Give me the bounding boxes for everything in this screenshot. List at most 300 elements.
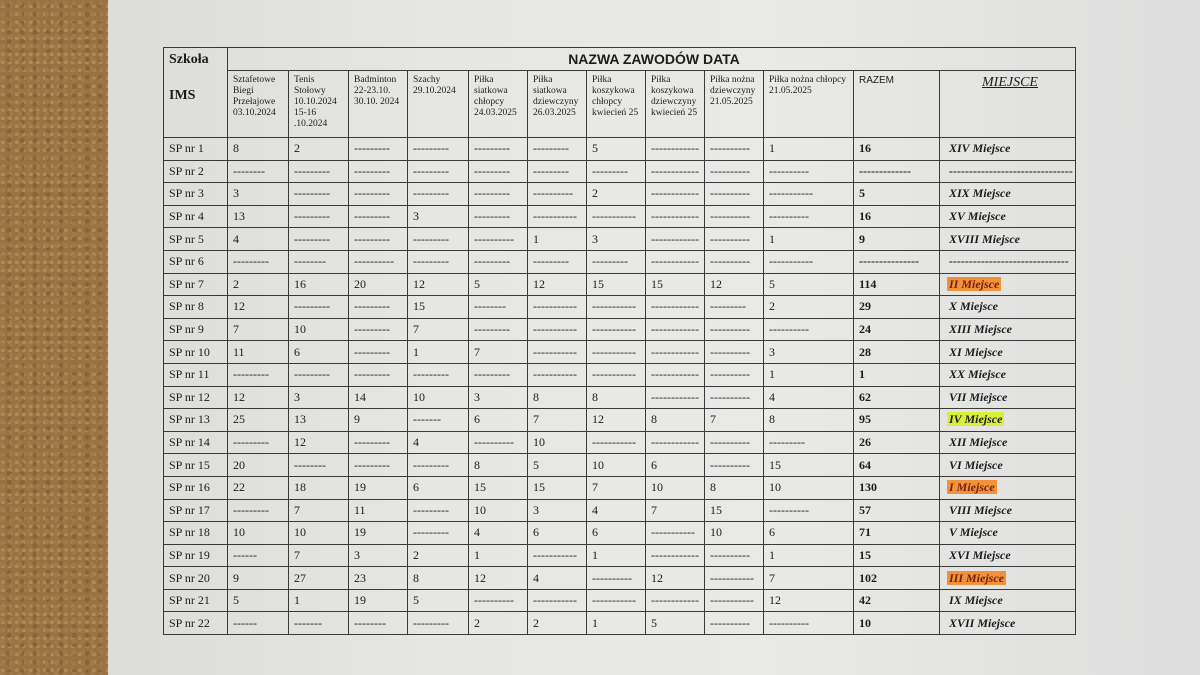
total-cell: 10 [854,612,940,635]
score-cell: --------- [469,363,528,386]
place-column-header: MIEJSCE [940,71,1076,138]
score-cell: ---------- [705,386,764,409]
score-cell: 1 [764,138,854,161]
column-header: Badminton 22-23.10. 30.10. 2024 [349,71,408,138]
score-cell: ---------- [705,341,764,364]
place-cell [940,522,1076,545]
score-cell: 7 [646,499,705,522]
score-cell: 2 [528,612,587,635]
score-cell: ---------- [705,363,764,386]
score-cell: ----------- [705,589,764,612]
score-cell: 25 [228,409,289,432]
score-cell: --------- [349,341,408,364]
score-cell: 8 [646,409,705,432]
score-cell: 2 [289,138,349,161]
table-row [164,273,1076,296]
score-cell: 8 [528,386,587,409]
score-cell: ----------- [587,363,646,386]
score-cell: --------- [408,612,469,635]
score-cell: ------ [228,612,289,635]
score-cell: --------- [289,363,349,386]
place-label: XII Miejsce [949,435,1008,450]
score-cell: 7 [289,499,349,522]
score-cell: 12 [289,431,349,454]
score-cell: ---------- [764,318,854,341]
score-cell: 16 [289,273,349,296]
score-cell: --------- [289,160,349,183]
place-label: I Miejsce [949,480,995,495]
score-cell: 12 [228,296,289,319]
score-cell: ---------- [469,228,528,251]
table-row [164,522,1076,545]
column-header: Piłka nożna chłopcy 21.05.2025 [764,71,854,138]
place-label: ------------------------------ [949,254,1069,269]
school-cell: SP nr 11 [164,363,228,386]
score-cell: ----------- [528,341,587,364]
score-cell: 4 [587,499,646,522]
score-cell: -------- [349,612,408,635]
score-cell: 10 [528,431,587,454]
column-header: Szachy 29.10.2024 [408,71,469,138]
place-cell [940,296,1076,319]
score-cell: 5 [646,612,705,635]
score-cell: ---------- [764,205,854,228]
table-row [164,228,1076,251]
score-cell: --------- [349,296,408,319]
table-row [164,363,1076,386]
score-cell: 15 [646,273,705,296]
place-label: XX Miejsce [949,367,1006,382]
table-row [164,567,1076,590]
score-cell: 1 [469,544,528,567]
place-label: X Miejsce [949,299,998,314]
score-cell: --------- [228,250,289,273]
total-column-header: RAZEM [854,71,940,138]
score-cell: ---------- [587,567,646,590]
score-cell: ------------ [646,544,705,567]
score-cell: --------- [228,431,289,454]
school-cell: SP nr 17 [164,499,228,522]
score-cell: 1 [587,544,646,567]
score-cell: -------- [228,160,289,183]
school-cell: SP nr 22 [164,612,228,635]
column-header: Piłka siatkowa chłopcy 24.03.2025 [469,71,528,138]
score-cell: --------- [469,160,528,183]
place-label: XIV Miejsce [949,141,1011,156]
score-cell: 3 [528,499,587,522]
place-label: XI Miejsce [949,344,1003,359]
table-row [164,431,1076,454]
score-cell: ------------ [646,296,705,319]
score-cell: 20 [228,454,289,477]
score-cell: --------- [349,160,408,183]
place-cell [940,567,1076,590]
score-cell: ---------- [469,589,528,612]
total-cell: 102 [854,567,940,590]
score-cell: ---------- [705,544,764,567]
score-cell: 7 [408,318,469,341]
place-label: V Miejsce [949,525,998,540]
table-row [164,205,1076,228]
place-label: VI Miejsce [949,457,1003,472]
score-cell: 3 [289,386,349,409]
table-row [164,454,1076,477]
score-cell: --------- [469,250,528,273]
total-cell: 16 [854,205,940,228]
score-cell: --------- [528,160,587,183]
score-cell: --------- [469,183,528,206]
score-cell: --------- [289,205,349,228]
score-cell: 6 [587,522,646,545]
score-cell: 3 [469,386,528,409]
place-cell [940,454,1076,477]
place-label: IV Miejsce [949,412,1003,427]
score-cell: ------- [289,612,349,635]
score-cell: ------------ [646,205,705,228]
score-cell: 3 [764,341,854,364]
score-cell: --------- [408,138,469,161]
score-cell: 15 [469,476,528,499]
score-cell: 8 [587,386,646,409]
score-cell: ----------- [528,589,587,612]
score-cell: 5 [587,138,646,161]
school-cell: SP nr 6 [164,250,228,273]
place-cell [940,544,1076,567]
school-cell: SP nr 12 [164,386,228,409]
score-cell: --------- [408,454,469,477]
total-cell: 114 [854,273,940,296]
school-cell: SP nr 7 [164,273,228,296]
score-cell: ------------ [646,250,705,273]
score-cell: 6 [408,476,469,499]
school-cell: SP nr 1 [164,138,228,161]
table-row [164,499,1076,522]
score-cell: 20 [349,273,408,296]
place-label: IX Miejsce [949,593,1003,608]
score-cell: 7 [469,341,528,364]
score-cell: 12 [528,273,587,296]
score-cell: 15 [587,273,646,296]
score-cell: --------- [349,183,408,206]
school-cell: SP nr 14 [164,431,228,454]
score-cell: 13 [289,409,349,432]
table-row [164,341,1076,364]
total-cell: 1 [854,363,940,386]
score-cell: 1 [408,341,469,364]
score-cell: 1 [764,228,854,251]
total-cell: 5 [854,183,940,206]
school-column-header [164,48,228,138]
score-cell: ----------- [587,589,646,612]
score-cell: 11 [228,341,289,364]
score-cell: --------- [408,522,469,545]
score-cell: ---------- [705,318,764,341]
school-cell: SP nr 16 [164,476,228,499]
score-cell: 23 [349,567,408,590]
score-cell: --------- [349,228,408,251]
score-cell: --------- [408,499,469,522]
score-cell: 5 [228,589,289,612]
score-cell: --------- [528,250,587,273]
place-label: XVII Miejsce [949,615,1016,630]
score-cell: 12 [705,273,764,296]
table-row [164,318,1076,341]
place-cell [940,160,1076,183]
score-cell: 9 [228,567,289,590]
score-cell: 2 [587,183,646,206]
school-cell: SP nr 8 [164,296,228,319]
score-cell: 7 [764,567,854,590]
place-cell [940,499,1076,522]
score-cell: --------- [469,205,528,228]
score-cell: 10 [469,499,528,522]
score-cell: 4 [764,386,854,409]
score-cell: -------- [469,296,528,319]
table-row [164,612,1076,635]
score-cell: 3 [349,544,408,567]
score-cell: 19 [349,522,408,545]
total-cell: 9 [854,228,940,251]
table-row [164,589,1076,612]
score-cell: 15 [764,454,854,477]
school-cell: SP nr 4 [164,205,228,228]
school-label: Szkoła [169,52,209,67]
total-cell: 57 [854,499,940,522]
place-label: XVI Miejsce [949,547,1011,562]
score-cell: 2 [408,544,469,567]
school-cell: SP nr 15 [164,454,228,477]
score-cell: 4 [408,431,469,454]
score-cell: ----------- [528,544,587,567]
score-cell: ------------ [646,341,705,364]
score-cell: ------------ [646,138,705,161]
place-cell [940,138,1076,161]
total-cell: 26 [854,431,940,454]
score-cell: --------- [469,318,528,341]
place-cell [940,363,1076,386]
score-cell: 18 [289,476,349,499]
score-cell: 6 [764,522,854,545]
score-cell: 8 [469,454,528,477]
place-cell [940,589,1076,612]
table-row [164,476,1076,499]
score-cell: 12 [408,273,469,296]
ims-label: IMS [169,88,196,103]
total-cell: 28 [854,341,940,364]
score-cell: ----------- [587,318,646,341]
score-cell: 8 [408,567,469,590]
place-cell [940,318,1076,341]
score-cell: --------- [228,499,289,522]
total-cell: 29 [854,296,940,319]
score-cell: ---------- [349,250,408,273]
place-label: VIII Miejsce [949,502,1012,517]
score-cell: 11 [349,499,408,522]
place-cell [940,612,1076,635]
score-cell: --------- [349,363,408,386]
school-cell: SP nr 20 [164,567,228,590]
table-row [164,296,1076,319]
score-cell: 8 [228,138,289,161]
score-cell: ----------- [528,296,587,319]
score-cell: ----------- [705,567,764,590]
score-cell: -------- [289,454,349,477]
score-cell: 19 [349,589,408,612]
score-cell: ----------- [764,183,854,206]
school-cell: SP nr 5 [164,228,228,251]
score-cell: 15 [705,499,764,522]
score-cell: 5 [408,589,469,612]
score-cell: 6 [469,409,528,432]
score-cell: ---------- [764,499,854,522]
score-cell: 5 [764,273,854,296]
score-cell: 6 [528,522,587,545]
score-cell: 8 [705,476,764,499]
score-cell: --------- [349,205,408,228]
score-cell: 1 [289,589,349,612]
school-cell: SP nr 10 [164,341,228,364]
column-header: Piłka nożna dziewczyny 21.05.2025 [705,71,764,138]
place-cell [940,431,1076,454]
score-cell: 7 [228,318,289,341]
total-cell: 95 [854,409,940,432]
score-cell: --------- [408,363,469,386]
score-cell: ---------- [764,160,854,183]
score-cell: --------- [408,228,469,251]
school-cell: SP nr 21 [164,589,228,612]
score-cell: --------- [289,228,349,251]
score-cell: 12 [587,409,646,432]
score-cell: 10 [705,522,764,545]
score-cell: ----------- [587,296,646,319]
total-cell: 24 [854,318,940,341]
place-label: XVIII Miejsce [949,231,1021,246]
score-cell: ---------- [705,228,764,251]
score-cell: 19 [349,476,408,499]
total-cell: --------------- [854,250,940,273]
score-cell: ------------ [646,431,705,454]
table-row [164,138,1076,161]
score-cell: --------- [408,160,469,183]
table-row [164,183,1076,206]
score-cell: 10 [408,386,469,409]
score-cell: 22 [228,476,289,499]
score-cell: ---------- [705,160,764,183]
score-cell: 10 [289,318,349,341]
score-cell: 9 [349,409,408,432]
table-row [164,386,1076,409]
score-cell: --------- [289,296,349,319]
total-cell: 16 [854,138,940,161]
total-cell: 64 [854,454,940,477]
score-cell: --------- [587,250,646,273]
score-cell: --------- [528,138,587,161]
score-cell: ----------- [764,250,854,273]
school-cell: SP nr 13 [164,409,228,432]
score-cell: ---------- [705,454,764,477]
score-cell: --------- [349,431,408,454]
place-cell [940,409,1076,432]
school-cell: SP nr 9 [164,318,228,341]
score-cell: --------- [349,138,408,161]
table-row [164,409,1076,432]
score-cell: --------- [764,431,854,454]
column-header: Piłka koszykowa chłopcy kwiecień 25 [587,71,646,138]
score-cell: ---------- [705,431,764,454]
score-cell: 10 [764,476,854,499]
table-row [164,160,1076,183]
place-cell [940,341,1076,364]
score-cell: ---------- [705,250,764,273]
total-cell: 130 [854,476,940,499]
score-cell: ----------- [528,318,587,341]
score-cell: 13 [228,205,289,228]
score-cell: ------ [228,544,289,567]
score-cell: ----------- [587,341,646,364]
score-cell: 1 [764,363,854,386]
place-cell [940,250,1076,273]
place-cell [940,476,1076,499]
score-cell: ------------ [646,183,705,206]
school-cell: SP nr 3 [164,183,228,206]
school-cell: SP nr 19 [164,544,228,567]
score-cell: ----------- [587,431,646,454]
table-row [164,544,1076,567]
score-cell: 3 [408,205,469,228]
corkboard-background [0,0,110,675]
score-cell: 15 [528,476,587,499]
score-cell: 7 [587,476,646,499]
score-cell: 4 [469,522,528,545]
place-label: ------------------------------- [949,163,1073,178]
score-cell: 1 [764,544,854,567]
score-cell: --------- [408,250,469,273]
score-cell: 12 [764,589,854,612]
score-cell: 1 [587,612,646,635]
score-cell: --------- [349,318,408,341]
score-cell: ----------- [528,363,587,386]
results-table [163,47,1076,635]
score-cell: 7 [289,544,349,567]
place-cell [940,183,1076,206]
score-cell: ----------- [646,522,705,545]
place-cell [940,386,1076,409]
score-cell: ------------ [646,228,705,251]
score-cell: 3 [587,228,646,251]
score-cell: ---------- [705,612,764,635]
place-label: II Miejsce [949,276,1000,291]
score-cell: ----------- [528,205,587,228]
score-cell: 10 [587,454,646,477]
column-header: Piłka siatkowa dziewczyny 26.03.2025 [528,71,587,138]
score-cell: 2 [469,612,528,635]
school-cell: SP nr 2 [164,160,228,183]
score-cell: 3 [228,183,289,206]
place-label: VII Miejsce [949,389,1008,404]
score-cell: 10 [228,522,289,545]
column-header: Piłka koszykowa dziewczyny kwiecień 25 [646,71,705,138]
score-cell: 8 [764,409,854,432]
score-cell: ---------- [705,183,764,206]
score-cell: 4 [528,567,587,590]
place-cell [940,205,1076,228]
place-label: XIII Miejsce [949,322,1012,337]
score-cell: ------------ [646,160,705,183]
score-cell: --------- [705,296,764,319]
column-header: Tenis Stołowy 10.10.2024 15-16 .10.2024 [289,71,349,138]
table-row [164,250,1076,273]
place-cell [940,228,1076,251]
